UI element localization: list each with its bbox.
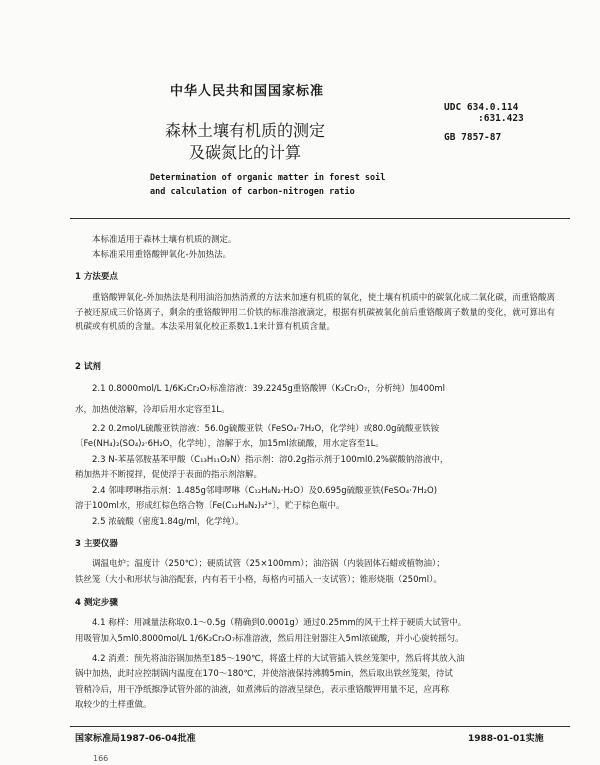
item-2-4-a: 2.4 邻啡啰啉指示剂：1.485g邻啡啰啉（C₁₂H₈N₂·H₂O）及0.695g硫酸亚铁(FeSO₄·7H₂O) [92, 486, 438, 496]
approval-date: 国家标准局1987-06-04批准 [75, 734, 196, 744]
item-4-2-a: 4.2 消煮：预先将油浴锅加热至185～190℃，将盛土样的大试管插入铁丝笼架中，然后将其放入油 [92, 654, 465, 664]
item-2-3-a: 2.3 N-苯基邻胺基苯甲酸（C₁₃H₁₁O₂N）指示剂：溶0.2g指示剂于100ml0.2%碳酸钠溶液中， [92, 455, 449, 465]
title-english [150, 171, 385, 199]
section-3-line-2: 铁丝笼（大小和形状与油浴配套，内有若干小格，每格内可插入一支试管）；锥形烧瓶（250ml）。 [75, 575, 442, 585]
footer-divider [70, 726, 570, 727]
issuing-body: 中华人民共和国国家标准 [170, 84, 325, 99]
item-4-1-a: 4.1 称样：用减量法称取0.1～0.5g（精确到0.0001g）通过0.25mm的风干土样于硬质大试管中。 [92, 618, 467, 628]
item-2-4-b: 溶于100ml水，形成红棕色络合物〔Fe(C₁₂H₈N₂)₃²⁺〕，贮于棕色瓶中。 [75, 501, 345, 511]
item-2-2-a: 2.2 0.2mol/L硫酸亚铁溶液：56.0g硫酸亚铁（FeSO₄·7H₂O，化学纯）或80.0g硫酸亚铁铵 [92, 424, 440, 434]
item-2-1-b: 水，加热使溶解，冷却后用水定容至1L。 [75, 405, 230, 415]
item-2-3-b: 稍加热并不断搅拌，促使浮于表面的指示剂溶解。 [75, 470, 263, 480]
title-en-line-2: and calculation of carbon-nitrogen ratio [150, 187, 355, 197]
section-3-line-1: 调温电炉；温度计（250℃）；硬质试管（25×100mm）；油浴锅（内装固体石蜡或植物油）； [92, 559, 445, 569]
item-2-5: 2.5 浓硫酸（密度1.84g/ml，化学纯）。 [92, 517, 244, 527]
section-3-heading: 3 主要仪器 [75, 539, 118, 549]
udc-code [444, 102, 524, 124]
header-divider [70, 218, 570, 219]
section-4-heading: 4 测定步骤 [75, 598, 118, 608]
title-en-line-1: Determination of organic matter in forest soil [150, 173, 386, 183]
udc-line-1: UDC 634.0.114 [444, 102, 519, 113]
item-2-1-a: 2.1 0.8000mol/L 1/6K₂Cr₂O₇标准溶液：39.2245g重铬酸钾（K₂Cr₂O₇，分析纯）加400ml [92, 384, 446, 394]
gb-number: GB 7857-87 [444, 132, 502, 143]
item-4-2-b: 锅中加热，此时应控制锅内温度在170～180℃，并使溶液保持沸腾5min，然后取出铁丝笼架，待试 [75, 669, 453, 679]
effective-date: 1988-01-01实施 [468, 734, 544, 744]
item-4-1-b: 用吸管加入5ml0.8000mol/L 1/6K₂Cr₂O₇标准溶液，然后用注射器注入5ml浓硫酸，并小心旋转摇匀。 [75, 634, 464, 644]
title-chinese [150, 120, 340, 164]
item-4-2-c: 管稍冷后，用干净纸擦净试管外部的油液，如煮沸后的溶液呈绿色，表示重铬酸钾用量不足，应再称 [75, 685, 450, 695]
item-4-2-d: 取较少的土样重做。 [75, 700, 152, 710]
item-2-2-b: 〔Fe(NH₄)₂(SO₄)₂·6H₂O，化学纯〕，溶解于水，加15ml浓硫酸，用水定容至1L。 [75, 439, 384, 449]
udc-line-2: :631.423 [478, 113, 524, 124]
section-1-heading: 1 方法要点 [75, 272, 118, 282]
section-1-text: 重铬酸钾氧化-外加热法是利用油浴加热消煮的方法来加速有机质的氧化，使土壤有机质中的碳氧化成二氧化碳，而重铬酸离子被还原成三价铬离子，剩余的重铬酸钾用二价铁的标准溶液滴定，根据有机碳被氧化前后重铬酸离子数量的变化，就可算出有机碳或有机质的含量。本法采用氧化校正系数1.1来计算有机质含量。 [75, 293, 555, 332]
intro-line-1: 本标准适用于森林土壤有机质的测定。 [92, 235, 237, 245]
page-number: 166 [93, 754, 109, 763]
title-cn-line-1: 森林土壤有机质的测定 [164, 121, 325, 140]
section-2-heading: 2 试剂 [75, 362, 101, 372]
title-cn-line-2: 及碳氮比的计算 [188, 143, 301, 162]
intro-line-2: 本标准采用重铬酸钾氧化-外加热法。 [92, 250, 232, 260]
